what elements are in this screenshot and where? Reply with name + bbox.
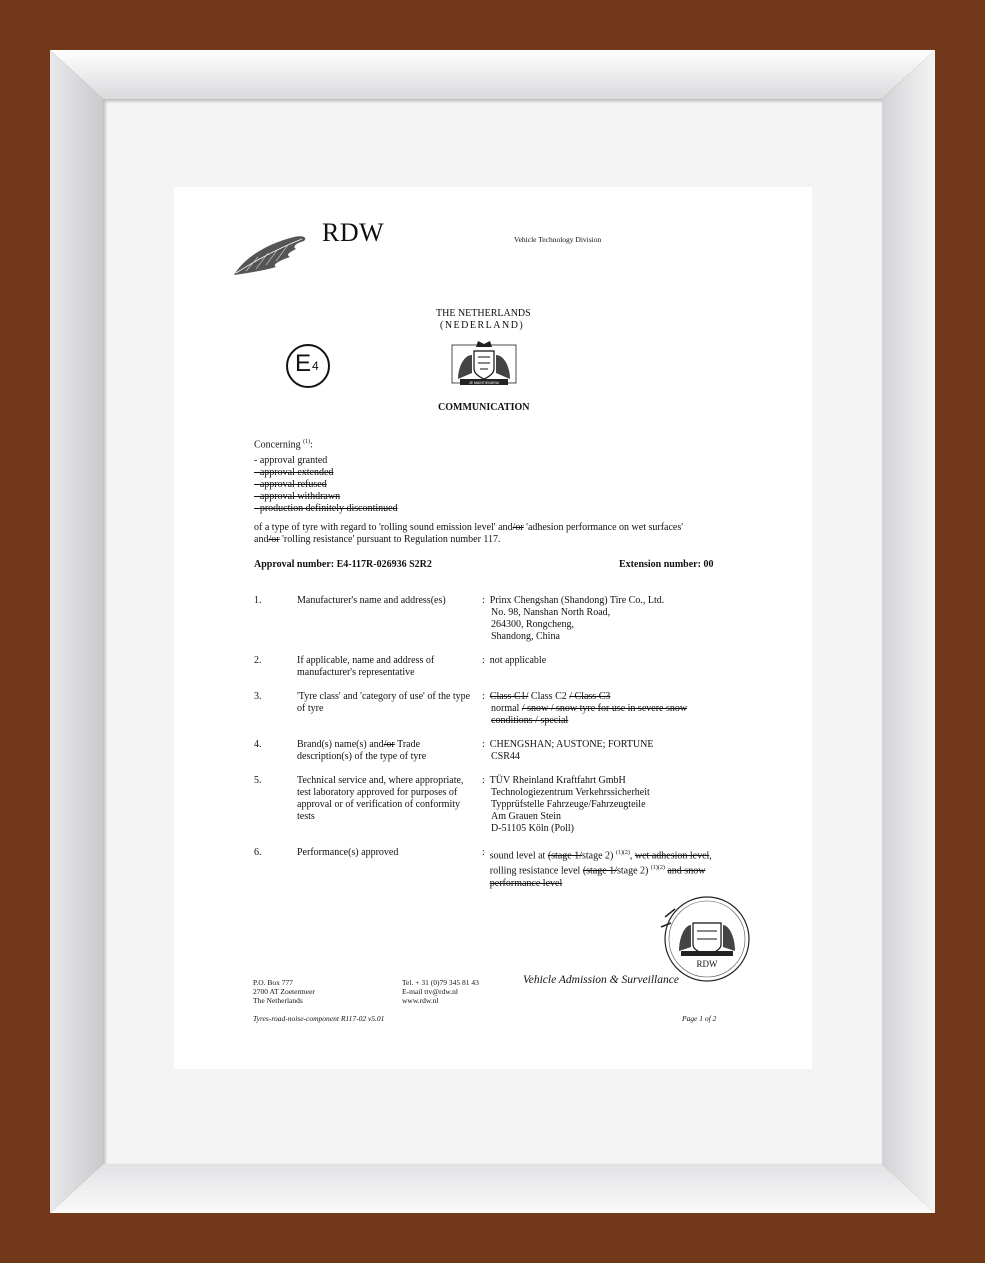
certificate-document <box>174 187 812 1069</box>
footer-doc-ref: Tyres-road-noise-component R117-02 v5.01 <box>253 1014 385 1023</box>
coat-motto: JE MAINTIENDRAI <box>468 381 500 385</box>
row-number: 2. <box>254 655 262 666</box>
rdw-feather-logo <box>232 231 312 277</box>
rdw-stamp-icon <box>657 893 753 985</box>
concerning-item: - approval extended <box>254 467 334 478</box>
concerning-item: - approval refused <box>254 479 327 490</box>
row-value: : Class C1/ Class C2 / Class C3 normal / snow / snow tyre for use in severe snow conditions / special <box>482 691 688 726</box>
row-number: 1. <box>254 595 262 606</box>
e4-mark <box>286 344 330 388</box>
concerning-item: - production definitely discontinued <box>254 503 398 514</box>
row-value: : not applicable <box>482 655 547 666</box>
country-local-name: (NEDERLAND) <box>440 320 525 331</box>
rdw-logo-text: RDW <box>322 218 385 247</box>
row-label: Performance(s) approved <box>297 847 399 858</box>
extension-number: Extension number: 00 <box>619 559 714 570</box>
e-letter: E <box>295 350 312 377</box>
row-label: 'Tyre class' and 'category of use' of the type of tyre <box>297 691 471 714</box>
footer-contact: Tel. + 31 (0)79 345 81 43 E-mail ttv@rdw.nl www.rdw.nl <box>402 978 479 1005</box>
footer-department: Vehicle Admission & Surveillance <box>523 974 679 986</box>
row-number: 5. <box>254 775 262 786</box>
document-title: COMMUNICATION <box>438 402 530 413</box>
row-label: Technical service and, where appropriate, test laboratory approved for purposes of approval or of verification of conformity tests <box>297 775 464 822</box>
coat-of-arms-icon <box>450 339 518 391</box>
concerning-item: - approval withdrawn <box>254 491 341 502</box>
concerning-label: Concerning $^{(1)}$: <box>254 439 313 451</box>
division-name: Vehicle Technology Division <box>514 235 602 244</box>
row-number: 4. <box>254 739 262 750</box>
footer-page-number: Page 1 of 2 <box>682 1014 717 1023</box>
concerning-list <box>254 455 398 515</box>
row-label: If applicable, name and address of manufacturer's representative <box>297 655 435 678</box>
row-value: : CHENGSHAN; AUSTONE; FORTUNE CSR44 <box>482 739 654 762</box>
row-number: 3. <box>254 691 262 702</box>
footer-address: P.O. Box 777 2700 AT Zoetermeer The Netherlands <box>253 978 315 1005</box>
concerning-item: - approval granted <box>254 455 328 466</box>
row-value: : Prinx Chengshan (Shandong) Tire Co., Ltd. No. 98, Nanshan North Road, 264300, Rongcheng, Shandong, China <box>482 595 665 642</box>
approval-number: Approval number: E4-117R-026936 S2R2 <box>254 559 432 570</box>
row-number: 6. <box>254 847 262 858</box>
row-value: : sound level at (stage 1/stage 2) $^{(1)(2)}$, wet adhesion level, rolling resistance level (stage 1/stage 2) $^{(1)(2)}$ and snow performance level <box>482 847 712 889</box>
stamp-label: RDW <box>696 959 718 969</box>
row-value: : TÜV Rheinland Kraftfahrt GmbH Technologiezentrum Verkehrssicherheit Typprüfstelle Fahrzeuge/Fahrzeugteile Am Grauen Stein D-51105 Köln (Poll) <box>482 775 650 834</box>
country-name: THE NETHERLANDS <box>436 308 531 319</box>
row-label: Brand(s) name(s) and/or Trade description(s) of the type of tyre <box>297 739 427 762</box>
intro-paragraph: of a type of tyre with regard to 'rolling sound emission level' and/or 'adhesion performance on wet surfaces' and/or 'rolling resistance' pursuant to Regulation number 117. <box>254 522 684 545</box>
e-number: 4 <box>312 359 319 373</box>
row-label: Manufacturer's name and address(es) <box>297 595 446 606</box>
